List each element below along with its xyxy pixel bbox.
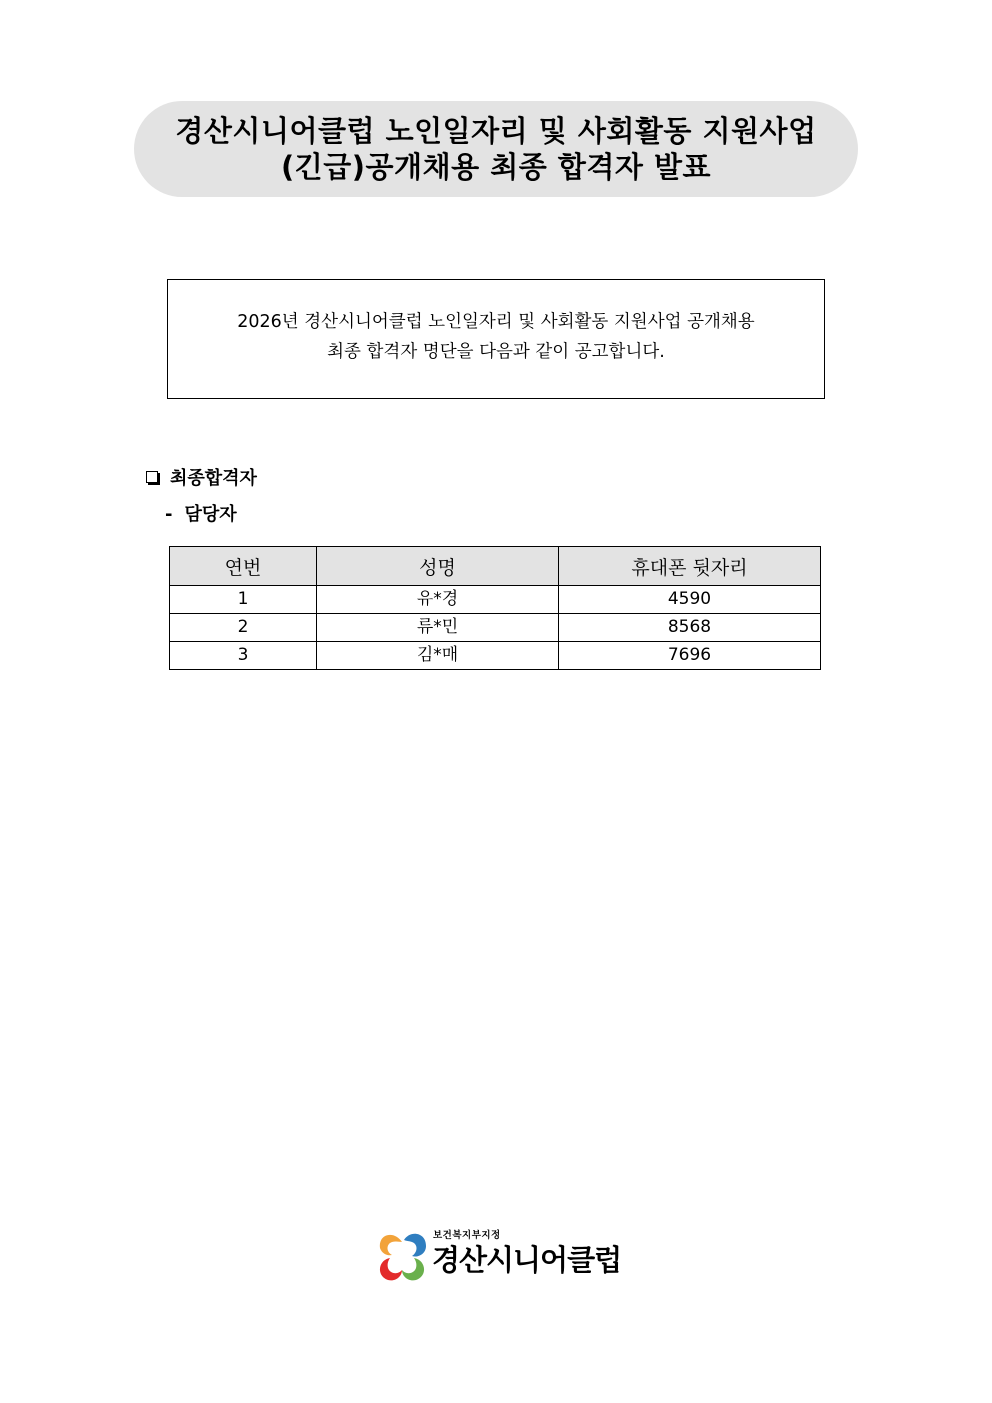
table-row — [170, 642, 821, 670]
notice-box — [167, 279, 825, 399]
logo-name: 경산시니어클럽 — [432, 1243, 622, 1277]
checkbox-icon — [146, 471, 158, 483]
logo-mark-icon — [374, 1228, 430, 1284]
sub-heading — [165, 501, 237, 529]
row-phone: 8568 — [559, 614, 821, 642]
row-name: 유*경 — [317, 586, 559, 614]
results-table — [169, 546, 821, 670]
column-header-phone: 휴대폰 뒷자리 — [559, 547, 821, 586]
table-row — [170, 586, 821, 614]
row-phone: 7696 — [559, 642, 821, 670]
sub-heading-label: 담당자 — [184, 504, 237, 525]
page-title-line-2: (긴급)공개채용 최종 합격자 발표 — [281, 150, 711, 184]
row-number: 1 — [170, 586, 317, 614]
page-title-banner — [134, 101, 858, 197]
row-name: 류*민 — [317, 614, 559, 642]
row-number: 2 — [170, 614, 317, 642]
table-header-row — [170, 547, 821, 586]
notice-line-1: 2026년 경산시니어클럽 노인일자리 및 사회활동 지원사업 공개채용 — [237, 312, 755, 332]
dash-bullet: - — [165, 504, 173, 525]
organization-logo — [374, 1225, 624, 1285]
row-phone: 4590 — [559, 586, 821, 614]
table-row — [170, 614, 821, 642]
row-name: 김*매 — [317, 642, 559, 670]
column-header-number: 연번 — [170, 547, 317, 586]
section-heading — [146, 465, 257, 493]
section-heading-label: 최종합격자 — [170, 468, 257, 489]
notice-line-2: 최종 합격자 명단을 다음과 같이 공고합니다. — [327, 342, 665, 362]
page-title-line-1: 경산시니어클럽 노인일자리 및 사회활동 지원사업 — [175, 114, 817, 148]
row-number: 3 — [170, 642, 317, 670]
logo-subtitle: 보건복지부지정 — [433, 1230, 501, 1241]
column-header-name: 성명 — [317, 547, 559, 586]
